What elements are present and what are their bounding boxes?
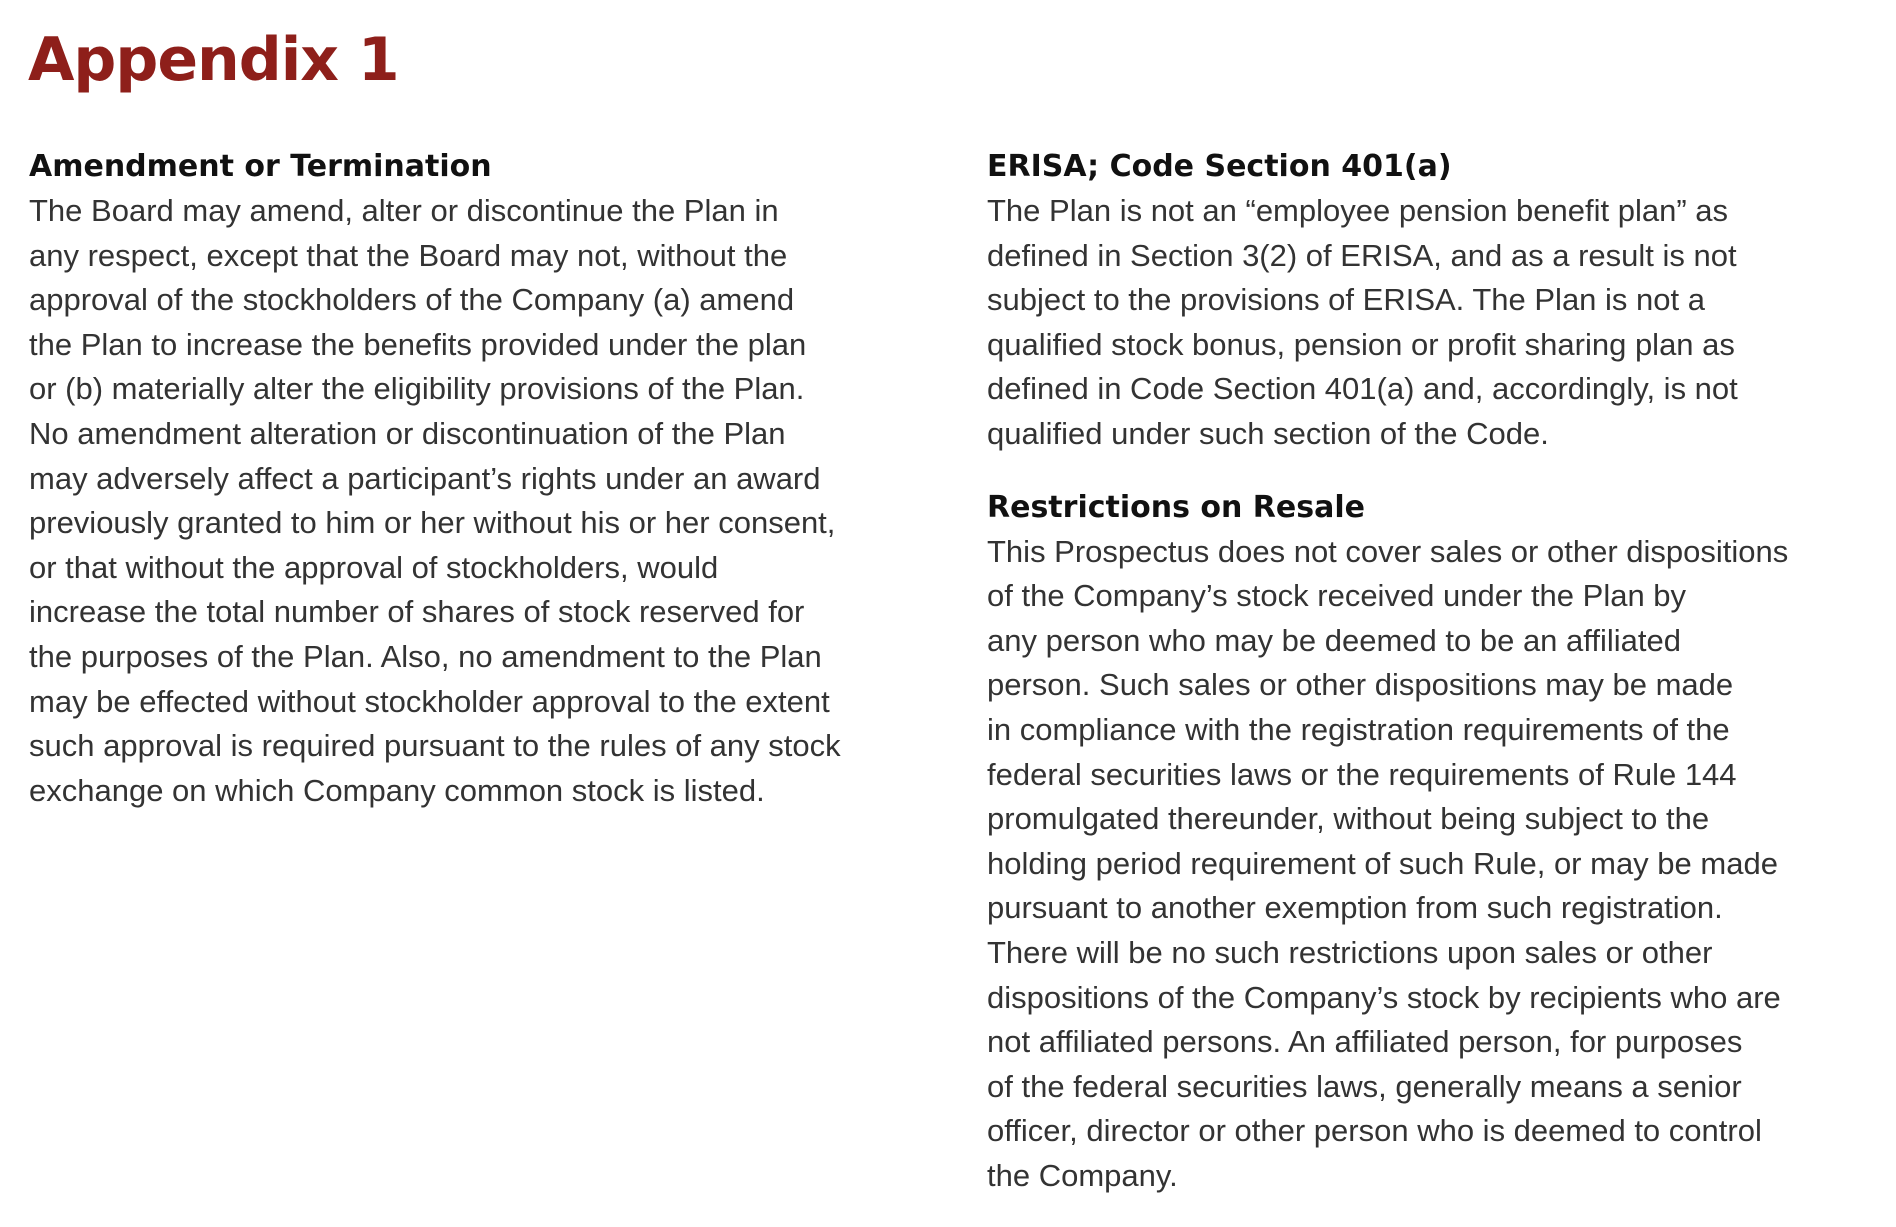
body-line: defined in Section 3(2) of ERISA, and as a result is not — [987, 237, 1737, 273]
body-line: the Plan to increase the benefits provided under the plan — [29, 326, 807, 362]
page-title: Appendix 1 — [28, 25, 399, 95]
section-restrictions-on-resale — [987, 486, 1887, 1199]
body-line: may be effected without stockholder approval to the extent — [29, 683, 830, 719]
section-amendment-or-termination — [29, 145, 949, 813]
left-column — [29, 145, 949, 842]
body-line: The Plan is not an “employee pension benefit plan” as — [987, 193, 1729, 228]
body-line: the purposes of the Plan. Also, no amendment to the Plan — [29, 638, 822, 674]
body-line: increase the total number of shares of stock reserved for — [29, 594, 805, 630]
body-line: any person who may be deemed to be an affiliated — [987, 622, 1681, 658]
body-line: pursuant to another exemption from such registration. — [987, 890, 1723, 926]
section-heading: Restrictions on Resale — [987, 489, 1365, 525]
body-line: of the Company’s stock received under the Plan by — [987, 578, 1687, 614]
body-line: approval of the stockholders of the Company (a) amend — [29, 282, 795, 318]
body-line: or (b) materially alter the eligibility provisions of the Plan. — [29, 371, 805, 407]
body-line: of the federal securities laws, generally means a senior — [987, 1068, 1742, 1104]
body-line: in compliance with the registration requirements of the — [987, 711, 1730, 747]
body-line: defined in Code Section 401(a) and, accordingly, is not — [987, 371, 1738, 407]
body-line: No amendment alteration or discontinuation of the Plan — [29, 415, 786, 451]
section-body — [987, 189, 1887, 457]
right-column — [987, 145, 1887, 1227]
body-line: exchange on which Company common stock is listed. — [29, 772, 765, 808]
section-heading: ERISA; Code Section 401(a) — [987, 149, 1452, 184]
section-erisa-code-401a — [987, 145, 1887, 457]
body-line: previously granted to him or her without his or her consent, — [29, 505, 836, 541]
body-line: the Company. — [987, 1157, 1178, 1193]
section-body — [987, 530, 1887, 1199]
body-line: not affiliated persons. An affiliated person, for purposes — [987, 1024, 1743, 1060]
body-line: The Board may amend, alter or discontinue the Plan in — [29, 193, 779, 228]
body-line: promulgated thereunder, without being subject to the — [987, 801, 1710, 837]
body-line: or that without the approval of stockholders, would — [29, 549, 719, 585]
body-line: holding period requirement of such Rule, or may be made — [987, 845, 1778, 881]
body-line: dispositions of the Company’s stock by recipients who are — [987, 979, 1781, 1015]
section-body — [29, 189, 949, 813]
body-line: may adversely affect a participant’s rights under an award — [29, 460, 821, 496]
body-line: There will be no such restrictions upon sales or other — [987, 934, 1713, 970]
body-line: subject to the provisions of ERISA. The Plan is not a — [987, 282, 1705, 318]
body-line: qualified stock bonus, pension or profit sharing plan as — [987, 326, 1735, 362]
body-line: person. Such sales or other dispositions may be made — [987, 667, 1734, 703]
body-line: such approval is required pursuant to the rules of any stock — [29, 728, 841, 764]
section-heading: Amendment or Termination — [29, 149, 492, 184]
body-line: officer, director or other person who is deemed to control — [987, 1113, 1762, 1149]
body-line: federal securities laws or the requirements of Rule 144 — [987, 756, 1737, 792]
body-line: any respect, except that the Board may not, without the — [29, 237, 788, 273]
body-line: qualified under such section of the Code. — [987, 415, 1549, 451]
body-line: This Prospectus does not cover sales or other dispositions — [987, 533, 1789, 569]
